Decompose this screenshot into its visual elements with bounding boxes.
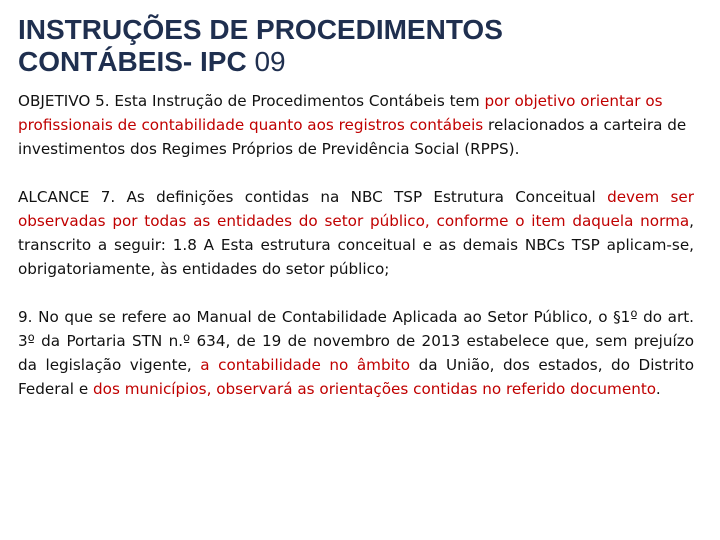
title-line-1: INSTRUÇÕES DE PROCEDIMENTOS <box>18 14 503 45</box>
objetivo-highlight: por objetivo orientar os profissionais de contabilidade quanto aos registros contábeis <box>18 92 663 134</box>
alcance-highlight: devem ser observadas por todas as entidades do setor público, conforme o item daquela norma <box>18 188 694 230</box>
item9-text-end: . <box>655 380 661 398</box>
body-content <box>18 89 694 401</box>
objetivo-text: OBJETIVO 5. Esta Instrução de Procedimentos Contábeis tem <box>18 92 485 110</box>
item9-text: 9. No que se refere ao Manual de Contabilidade Aplicada ao Setor Público, o §1º do art. 3º da Portaria STN n.º 634, de 19 de novembro de 2013 estabelece que, sem prejuízo da legislação vigente, <box>18 308 694 374</box>
alcance-text-end: , transcrito a seguir: 1.8 A Esta estrutura conceitual e as demais NBCs TSP aplicam-se, obrigatoriamente, às entidades do setor público; <box>18 212 694 278</box>
item9-text-middle: da União, dos estados, do Distrito Federal e <box>18 356 695 398</box>
item9-highlight-2: dos municípios, observará as orientações contidas no referido documento <box>93 380 656 398</box>
title-line-2-number: 09 <box>254 46 286 77</box>
title-line-2 <box>18 46 708 78</box>
item9-highlight-1: a contabilidade no âmbito <box>200 356 411 374</box>
slide-title <box>18 14 708 78</box>
title-line-2-text: CONTÁBEIS- IPC <box>18 46 247 77</box>
paragraph-objetivo <box>18 89 694 161</box>
paragraph-alcance <box>18 185 694 281</box>
objetivo-text-end: relacionados a carteira de investimentos dos Regimes Próprios de Previdência Social (RPPS). <box>18 116 687 158</box>
alcance-text: ALCANCE 7. As definições contidas na NBC TSP Estrutura Conceitual <box>18 188 608 206</box>
paragraph-item-9 <box>18 305 694 401</box>
